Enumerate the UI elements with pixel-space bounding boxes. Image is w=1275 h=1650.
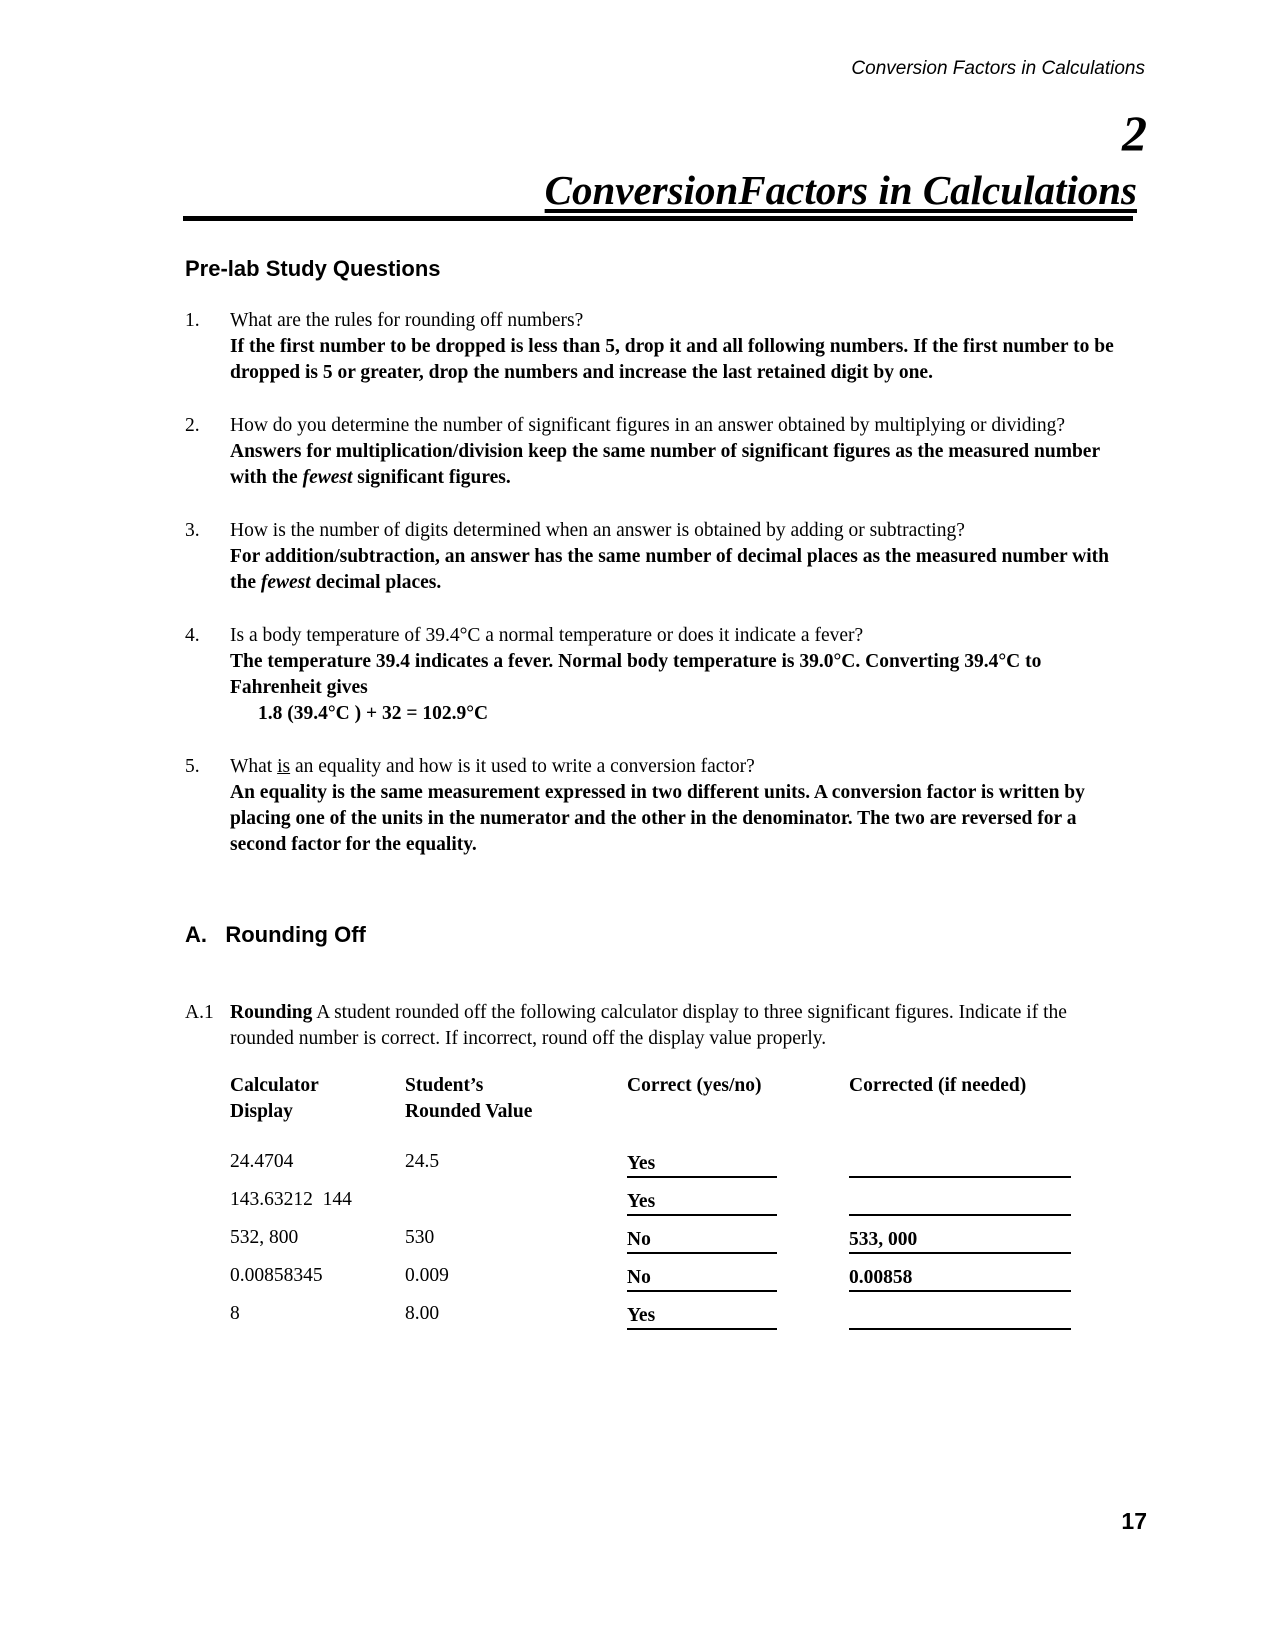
table-row — [230, 1151, 1079, 1189]
corrected-cell — [849, 1227, 1079, 1265]
correct-answer-blank: No — [627, 1265, 777, 1292]
corrected-answer-blank: 0.00858 — [849, 1265, 1071, 1292]
answer-text — [230, 439, 1135, 491]
question-item — [185, 623, 1135, 727]
correct-cell — [627, 1303, 849, 1341]
question-text — [230, 754, 1135, 780]
correct-answer-blank: No — [627, 1227, 777, 1254]
header-line: Display — [230, 1101, 293, 1122]
question-number: 1. — [185, 310, 200, 331]
corrected-answer-blank: 533, 000 — [849, 1227, 1071, 1254]
correct-cell — [627, 1265, 849, 1303]
exercise-lead: Rounding — [230, 1002, 313, 1023]
exercise-number: A.1 — [185, 1002, 214, 1023]
question-number: 2. — [185, 415, 200, 436]
corrected-cell — [849, 1151, 1079, 1189]
table-row — [230, 1227, 1079, 1265]
answer-text — [230, 544, 1135, 596]
exercise-text: A student rounded off the following calculator display to three significant figures. Indicate if the rounded number is correct. If incorrect, round off the display value properly. — [230, 1002, 1067, 1049]
correct-cell — [627, 1151, 849, 1189]
question-text: How do you determine the number of significant figures in an answer obtained by multiplying or dividing? — [230, 415, 1066, 436]
rounded-value: 0.009 — [405, 1265, 449, 1286]
chapter-number: 2 — [1122, 105, 1147, 161]
question-text: Is a body temperature of 39.4°C a normal temperature or does it indicate a fever? — [230, 625, 864, 646]
underlined-word: is — [277, 756, 291, 777]
running-head: Conversion Factors in Calculations — [851, 58, 1145, 79]
question-item — [185, 518, 1135, 596]
column-header-rounded — [405, 1073, 627, 1151]
header-line: Student’s — [405, 1075, 484, 1096]
header-line: Rounded Value — [405, 1101, 533, 1122]
question-text: How is the number of digits determined when an answer is obtained by adding or subtracting? — [230, 520, 965, 541]
rounding-table — [230, 1073, 1079, 1341]
rounded-value: 8.00 — [405, 1303, 440, 1324]
page-number: 17 — [1121, 1508, 1147, 1534]
answer-text-part: Answers for multiplication/division keep the same number of significant figures as the measured number with the — [230, 441, 1100, 488]
answer-text: An equality is the same measurement expressed in two different units. A conversion factor is written by placing one of the units in the numerator and the other in the denominator. The two are reversed for a second factor for the equality. — [230, 782, 1085, 855]
column-header-correct — [627, 1073, 849, 1151]
corrected-answer-blank — [849, 1151, 1071, 1178]
answer-text: The temperature 39.4 indicates a fever. Normal body temperature is 39.0°C. Converting 39.4°C to Fahrenheit gives — [230, 651, 1042, 698]
table-row — [230, 1189, 1079, 1227]
display-value: 0.00858345 — [230, 1265, 323, 1286]
prelab-question-list — [185, 308, 1135, 885]
display-value: 24.4704 — [230, 1151, 294, 1172]
correct-cell — [627, 1227, 849, 1265]
column-header-display — [230, 1073, 405, 1151]
section-a-heading-text: A. Rounding Off — [185, 922, 366, 947]
emphasis-text: fewest — [260, 572, 311, 593]
header-line: Corrected (if needed) — [849, 1075, 1027, 1096]
column-header-corrected — [849, 1073, 1079, 1151]
question-number: 3. — [185, 520, 200, 541]
section-a-heading — [185, 922, 366, 948]
prelab-heading: Pre-lab Study Questions — [185, 256, 441, 281]
emphasis-text: fewest — [302, 467, 353, 488]
corrected-answer-blank — [849, 1189, 1071, 1216]
corrected-cell — [849, 1265, 1079, 1303]
exercise-instructions — [185, 1000, 1135, 1052]
question-text-part: an equality and how is it used to write a conversion factor? — [290, 756, 755, 777]
correct-answer-blank: Yes — [627, 1189, 777, 1216]
question-item — [185, 754, 1135, 858]
question-number: 4. — [185, 625, 200, 646]
question-item — [185, 308, 1135, 386]
header-line: Correct (yes/no) — [627, 1075, 762, 1096]
title-rule — [183, 216, 1133, 221]
answer-text: If the first number to be dropped is less than 5, drop it and all following numbers. If the first number to be dropped is 5 or greater, drop the numbers and increase the last retained digit by one. — [230, 336, 1114, 383]
corrected-cell — [849, 1303, 1079, 1341]
table-header-row — [230, 1073, 1079, 1151]
answer-text-part: For addition/subtraction, an answer has the same number of decimal places as the measured number with the — [230, 546, 1109, 593]
correct-answer-blank: Yes — [627, 1151, 777, 1178]
exercise-a1 — [185, 1000, 1135, 1052]
correct-cell — [627, 1189, 849, 1227]
conversion-formula: 1.8 (39.4°C ) + 32 = 102.9°C — [258, 703, 489, 724]
question-number: 5. — [185, 756, 200, 777]
header-line: Calculator — [230, 1075, 319, 1096]
chapter-title: ConversionFactors in Calculations — [544, 167, 1137, 213]
correct-answer-blank: Yes — [627, 1303, 777, 1330]
rounded-value: 530 — [405, 1227, 435, 1248]
corrected-answer-blank — [849, 1303, 1071, 1330]
table-row — [230, 1265, 1079, 1303]
answer-text-part: significant figures. — [352, 467, 511, 488]
rounded-value — [405, 1189, 627, 1227]
question-item — [185, 413, 1135, 491]
answer-text-part: decimal places. — [310, 572, 442, 593]
display-value: 532, 800 — [230, 1227, 299, 1248]
rounded-value: 24.5 — [405, 1151, 440, 1172]
table-row — [230, 1303, 1079, 1341]
question-text: What are the rules for rounding off numbers? — [230, 310, 584, 331]
display-value: 8 — [230, 1303, 240, 1324]
question-text-part: What — [230, 756, 278, 777]
corrected-cell — [849, 1189, 1079, 1227]
display-value: 143.63212 144 — [230, 1189, 352, 1210]
